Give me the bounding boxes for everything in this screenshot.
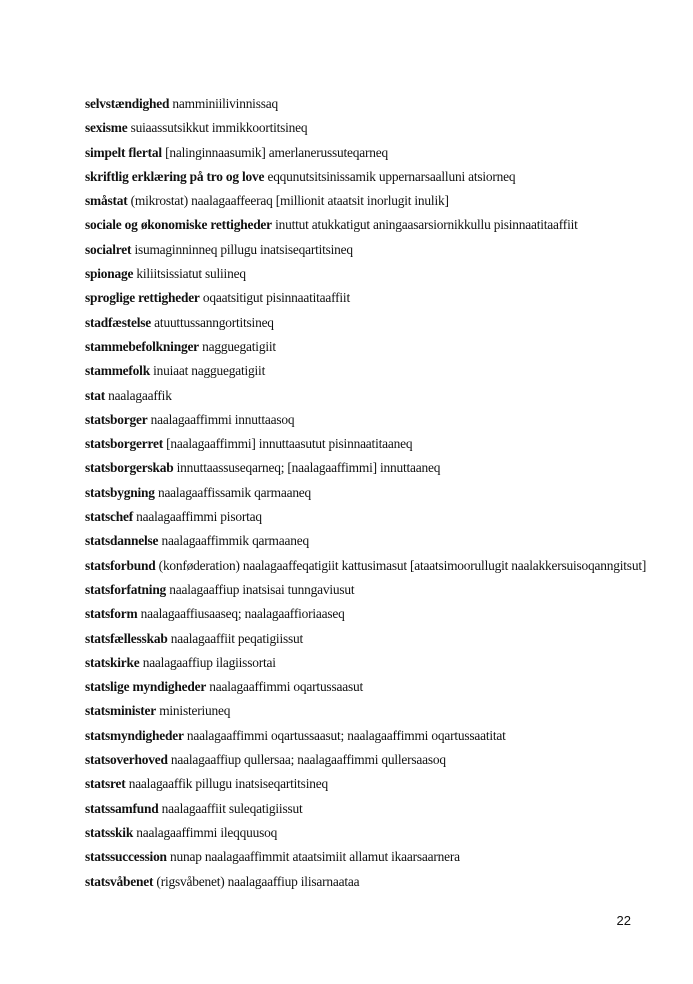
entry-definition: naalagaaffimmi pisortaq xyxy=(133,509,262,525)
entry-term: statsform xyxy=(85,606,138,622)
entry-term: socialret xyxy=(85,241,132,257)
entry-term: statsborger xyxy=(85,411,148,427)
entry-term: statsbygning xyxy=(85,484,155,500)
glossary-list xyxy=(85,92,655,894)
entry-definition: naalagaaffimmi oqartussaasut xyxy=(206,679,363,695)
glossary-entry xyxy=(85,748,655,772)
entry-term: statsvåbenet xyxy=(85,873,154,889)
entry-term: statsskik xyxy=(85,824,134,840)
entry-definition: (rigsvåbenet) naalagaaffiup ilisarnaataa xyxy=(153,873,360,889)
entry-definition: naalagaaffiit suleqatigiissut xyxy=(158,800,303,816)
glossary-entry xyxy=(85,189,655,213)
entry-definition: innuttaassuseqarneq; [naalagaaffimmi] innuttaaneq xyxy=(173,460,441,476)
entry-term: stammebefolkninger xyxy=(85,338,199,354)
glossary-entry xyxy=(85,141,655,165)
entry-term: statssuccession xyxy=(85,849,167,865)
glossary-entry xyxy=(85,286,655,310)
entry-definition: atuuttussanngortitsineq xyxy=(151,314,274,330)
entry-definition: inuiaat nagguegatigiit xyxy=(149,363,266,379)
entry-term: stat xyxy=(85,387,106,403)
glossary-entry xyxy=(85,359,655,383)
entry-definition: naalagaaffiit peqatigiissut xyxy=(167,630,304,646)
entry-term: statsdannelse xyxy=(85,533,159,549)
entry-definition: oqaatsitigut pisinnaatitaaffiit xyxy=(199,290,350,306)
entry-term: småstat xyxy=(85,193,128,209)
entry-definition: eqqunutsitsinissamik uppernarsaalluni atsiorneq xyxy=(264,168,516,184)
entry-definition: nagguegatigiit xyxy=(198,338,276,354)
glossary-entry xyxy=(85,311,655,335)
glossary-entry xyxy=(85,797,655,821)
glossary-entry xyxy=(85,481,655,505)
entry-term: stammefolk xyxy=(85,363,150,379)
entry-term: sexisme xyxy=(85,120,128,136)
entry-term: skriftlig erklæring på tro og love xyxy=(85,168,265,184)
glossary-entry xyxy=(85,432,655,456)
glossary-entry xyxy=(85,384,655,408)
entry-definition: (konføderation) naalagaaffeqatigiit kattusimasut [ataatsimoorullugit naalakkersuisoqanngitsut] xyxy=(155,557,647,573)
entry-definition: naalagaaffik xyxy=(105,387,172,403)
entry-term: statsminister xyxy=(85,703,157,719)
entry-definition: inuttut atukkatigut aningaasarsiornikkullu pisinnaatitaaffiit xyxy=(271,217,578,233)
entry-definition: naalagaaffiup ilagiissortai xyxy=(139,654,276,670)
entry-definition: [naalagaaffimmi] innuttaasutut pisinnaatitaaneq xyxy=(163,436,413,452)
glossary-entry xyxy=(85,821,655,845)
entry-term: statsfællesskab xyxy=(85,630,168,646)
entry-definition: naalagaaffiusaaseq; naalagaaffioriaaseq xyxy=(137,606,345,622)
entry-definition: [nalinginnaasumik] amerlanerussuteqarneq xyxy=(161,144,389,160)
entry-definition: naalagaaffimmi oqartussaasut; naalagaaffimmi oqartussaatitat xyxy=(183,727,506,743)
glossary-entry xyxy=(85,870,655,894)
entry-term: statssamfund xyxy=(85,800,159,816)
entry-term: statsborgerret xyxy=(85,436,164,452)
glossary-entry xyxy=(85,116,655,140)
entry-term: selvstændighed xyxy=(85,96,170,111)
glossary-entry xyxy=(85,529,655,553)
entry-term: stadfæstelse xyxy=(85,314,152,330)
glossary-entry xyxy=(85,772,655,796)
entry-definition: naalagaaffiup qullersaa; naalagaaffimmi qullersaasoq xyxy=(167,752,446,768)
glossary-entry xyxy=(85,699,655,723)
entry-term: statskirke xyxy=(85,654,140,670)
glossary-entry xyxy=(85,578,655,602)
glossary-entry xyxy=(85,408,655,432)
glossary-entry xyxy=(85,651,655,675)
glossary-entry xyxy=(85,456,655,480)
entry-definition: nunap naalagaaffimmit ataatsimiit allamut ikaarsaarnera xyxy=(166,849,460,865)
entry-term: simpelt flertal xyxy=(85,144,162,160)
entry-term: statsborgerskab xyxy=(85,460,174,476)
glossary-entry xyxy=(85,335,655,359)
entry-term: statsmyndigheder xyxy=(85,727,184,743)
entry-term: statslige myndigheder xyxy=(85,679,207,695)
entry-definition: naalagaaffimmik qarmaaneq xyxy=(158,533,309,549)
glossary-entry xyxy=(85,165,655,189)
glossary-entry xyxy=(85,262,655,286)
entry-definition: naalagaaffissamik qarmaaneq xyxy=(154,484,312,500)
glossary-entry xyxy=(85,92,655,116)
glossary-entry xyxy=(85,627,655,651)
entry-term: spionage xyxy=(85,266,134,282)
entry-definition: ministeriuneq xyxy=(156,703,231,719)
glossary-entry xyxy=(85,213,655,237)
entry-term: sociale og økonomiske rettigheder xyxy=(85,217,272,233)
glossary-entry xyxy=(85,675,655,699)
entry-term: statsforfatning xyxy=(85,581,167,597)
entry-term: statsoverhoved xyxy=(85,752,168,768)
glossary-entry xyxy=(85,238,655,262)
glossary-entry xyxy=(85,724,655,748)
glossary-entry xyxy=(85,505,655,529)
glossary-entry xyxy=(85,602,655,626)
entry-definition: naalagaaffik pillugu inatsiseqartitsineq xyxy=(125,776,328,792)
entry-definition: (mikrostat) naalagaaffeeraq [millionit ataatsit inorlugit inulik] xyxy=(127,193,449,209)
entry-term: statschef xyxy=(85,509,134,525)
entry-definition: suiaassutsikkut immikkoortitsineq xyxy=(127,120,308,136)
glossary-entry xyxy=(85,845,655,869)
entry-definition: naalagaaffimmi innuttaasoq xyxy=(147,411,295,427)
entry-term: statsforbund xyxy=(85,557,156,573)
entry-definition: naalagaaffimmi ileqquusoq xyxy=(133,824,278,840)
entry-definition: isumaginninneq pillugu inatsiseqartitsineq xyxy=(131,241,353,257)
entry-term: statsret xyxy=(85,776,126,792)
entry-definition: naalagaaffiup inatsisai tunngaviusut xyxy=(166,581,355,597)
entry-term: sproglige rettigheder xyxy=(85,290,200,306)
page-number: 22 xyxy=(616,913,631,928)
glossary-entry xyxy=(85,554,655,578)
entry-definition: kiliitsissiatut suliineq xyxy=(133,266,246,282)
entry-definition: namminiilivinnissaq xyxy=(169,96,278,111)
